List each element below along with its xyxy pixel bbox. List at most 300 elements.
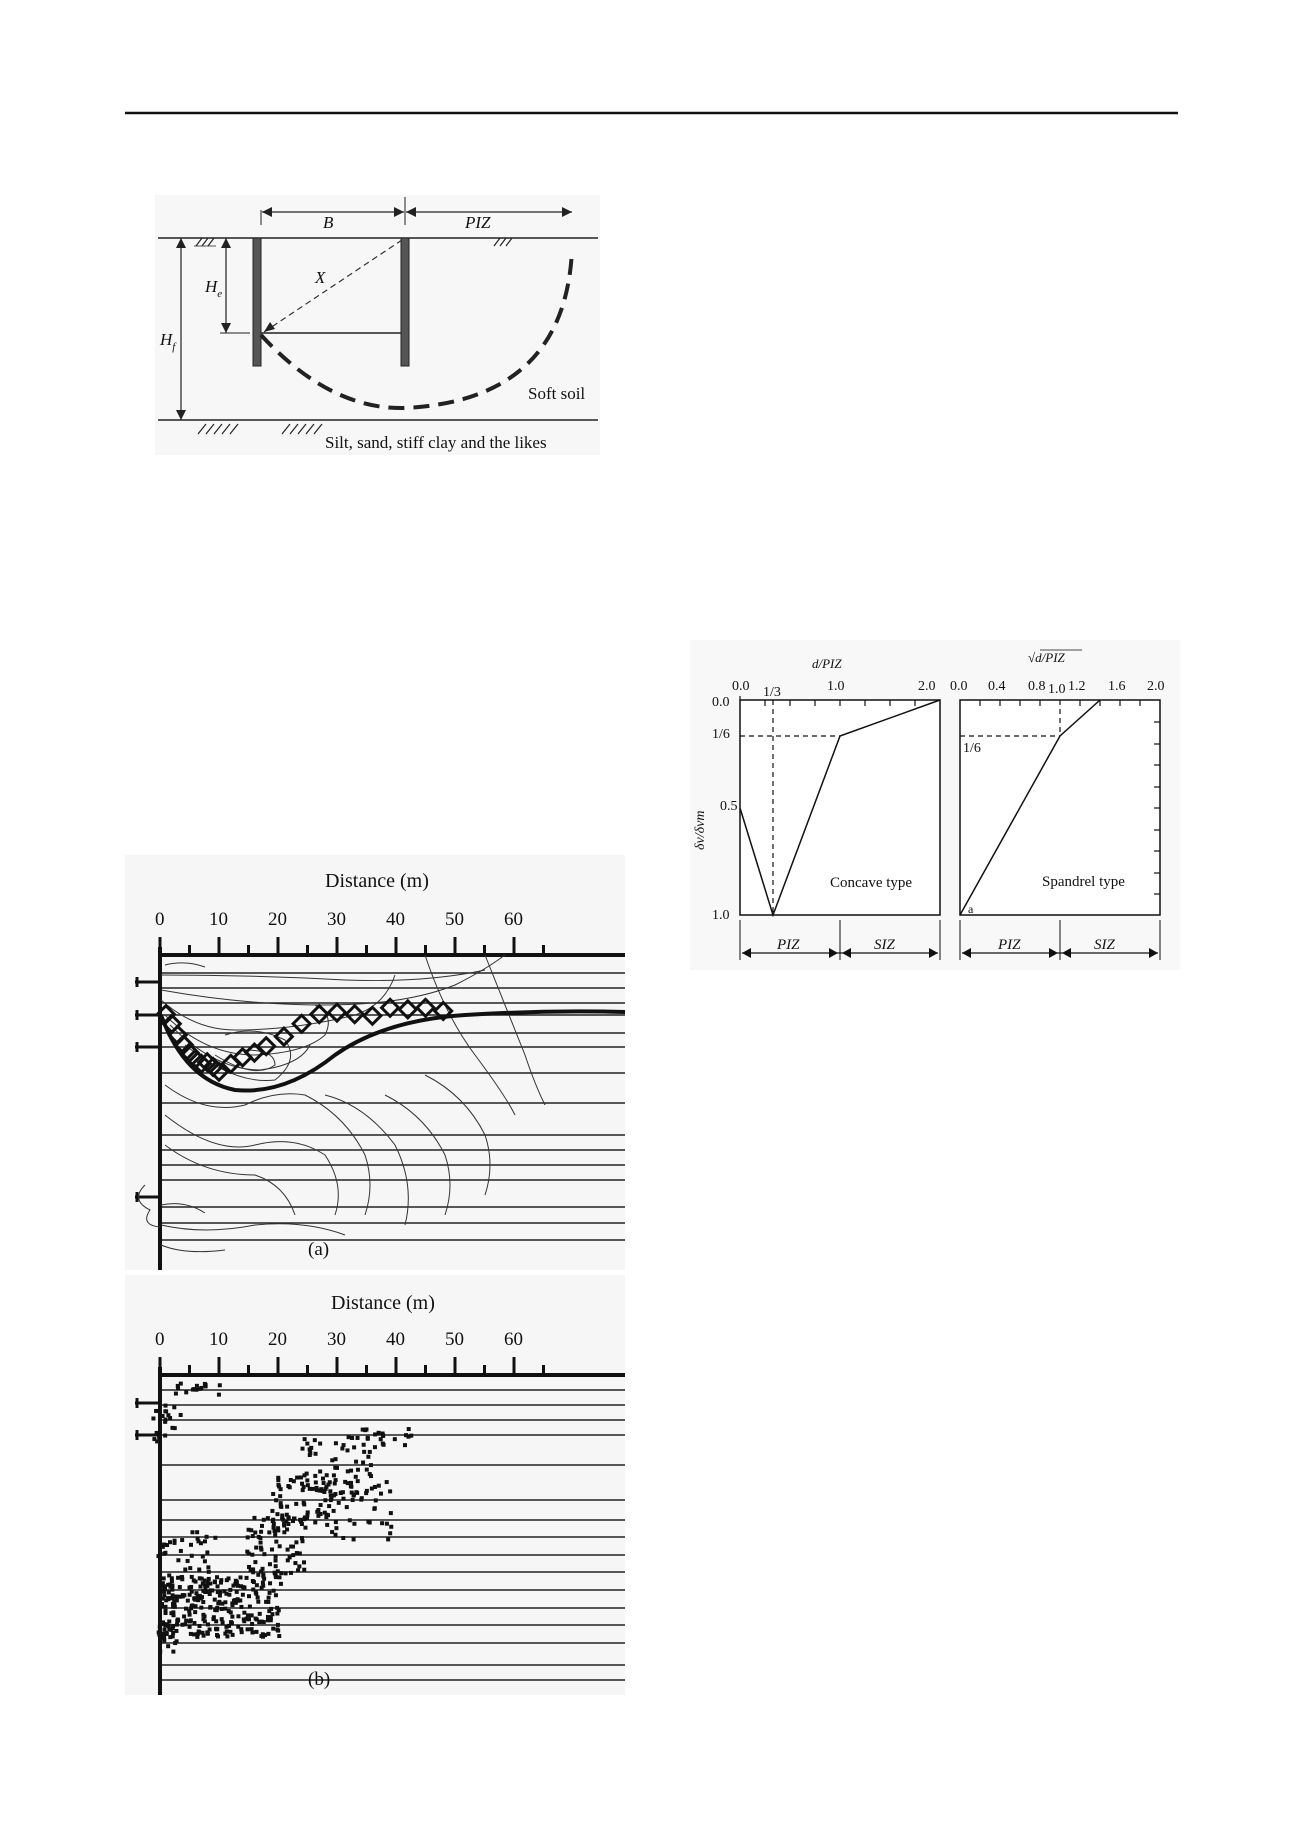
concave-zone-piz: PIZ: [777, 937, 800, 953]
fig3b-point: [162, 1576, 166, 1580]
fig3b-tick-label-50: 50: [445, 1329, 464, 1350]
fig3b-point: [354, 1475, 358, 1479]
fig3b-point: [251, 1570, 255, 1574]
fig3b-point: [216, 1601, 220, 1605]
fig3b-point: [241, 1593, 245, 1597]
fig3b-point: [167, 1573, 171, 1577]
spandrel-tick-16: 1.6: [1108, 679, 1126, 694]
fig3b-caption: (b): [308, 1669, 331, 1690]
spandrel-tick-10: 1.0: [1048, 682, 1066, 697]
concave-zone-siz: SIZ: [874, 937, 895, 953]
fig3b-point: [277, 1484, 281, 1488]
fig3b-point: [337, 1501, 341, 1505]
fig3b-point: [365, 1468, 369, 1472]
fig3b-point: [286, 1515, 290, 1519]
fig3b-point: [195, 1635, 199, 1639]
settlement-profiles: [690, 640, 1180, 970]
fig3b-point: [221, 1621, 225, 1625]
fig3b-point: [173, 1541, 177, 1545]
fig3b-point: [247, 1594, 251, 1598]
fig3b-point: [302, 1560, 306, 1564]
fig3b-point: [253, 1560, 257, 1564]
fig3b-point: [341, 1497, 345, 1501]
concave-ytick-1: 1.0: [712, 908, 730, 923]
fig3b-point: [189, 1618, 193, 1622]
fig3b-point: [179, 1382, 183, 1386]
fig3b-point: [171, 1605, 175, 1609]
fig3b-point: [359, 1498, 363, 1502]
concave-type-label: Concave type: [830, 875, 913, 891]
fig3b-point: [261, 1632, 265, 1636]
fig3b-point: [250, 1613, 254, 1617]
fig3b-point: [211, 1617, 215, 1621]
fig3b-point: [363, 1428, 367, 1432]
fig3b-point: [370, 1487, 374, 1491]
fig3b-point: [365, 1489, 369, 1493]
fig3b-point: [352, 1493, 356, 1497]
fig3b-point: [219, 1581, 223, 1585]
fig3b-point: [240, 1630, 244, 1634]
concave-ytick-0: 0.0: [712, 695, 730, 710]
fig3b-point: [329, 1498, 333, 1502]
concave-tick-2: 2.0: [918, 679, 936, 694]
fig3b-point: [208, 1627, 212, 1631]
fig3b-point: [385, 1522, 389, 1526]
fig3b-point: [170, 1426, 174, 1430]
fig3b-point: [242, 1586, 246, 1590]
fig3b-point: [282, 1522, 286, 1526]
right-wall: [401, 238, 409, 366]
fig3b-point: [369, 1474, 373, 1478]
fig3b-point: [190, 1604, 194, 1608]
fig3b-point: [266, 1516, 270, 1520]
fig3b-point: [155, 1431, 159, 1435]
fig3a-tick-label-40: 40: [386, 909, 405, 930]
fig3b-point: [239, 1575, 243, 1579]
fig3b-point: [182, 1614, 186, 1618]
fig3b-point: [381, 1442, 385, 1446]
fig3b-point: [171, 1631, 175, 1635]
fig3b-point: [162, 1632, 166, 1636]
fig3b-point: [220, 1607, 224, 1611]
fig3b-point: [164, 1409, 168, 1413]
fig3b-point: [254, 1617, 258, 1621]
fig3b-tick-label-40: 40: [386, 1329, 405, 1350]
fig3b-point: [215, 1627, 219, 1631]
fig3b-point: [180, 1575, 184, 1579]
fig3b-point: [286, 1548, 290, 1552]
fig3b-point: [332, 1493, 336, 1497]
figure-3a-contours: [125, 855, 625, 1270]
fig3b-point: [166, 1583, 170, 1587]
fig3b-point: [341, 1536, 345, 1540]
fig3b-point: [205, 1535, 209, 1539]
fig3b-point: [230, 1615, 234, 1619]
spandrel-zone-siz: SIZ: [1094, 937, 1115, 953]
fig3b-point: [184, 1619, 188, 1623]
spandrel-tick-12: 1.2: [1068, 679, 1086, 694]
fig3a-tick-label-60: 60: [504, 909, 523, 930]
fig3b-point: [256, 1595, 260, 1599]
spandrel-xlabel: √d/PIZ: [1028, 650, 1065, 665]
fig3b-point: [274, 1554, 278, 1558]
fig3b-point: [332, 1509, 336, 1513]
fig3b-point: [260, 1620, 264, 1624]
fig3b-point: [245, 1550, 249, 1554]
fig3b-point: [313, 1438, 317, 1442]
fig3b-point: [258, 1612, 262, 1616]
fig3b-point: [180, 1538, 184, 1542]
fig3b-point: [189, 1585, 193, 1589]
fig3b-point: [163, 1551, 167, 1555]
fig3b-point: [208, 1605, 212, 1609]
fig3b-point: [271, 1518, 275, 1522]
spandrel-type-label: Spandrel type: [1042, 874, 1125, 890]
fig3a-title: Distance (m): [325, 870, 429, 892]
fig3b-point: [196, 1539, 200, 1543]
fig3b-point: [269, 1607, 273, 1611]
fig3b-point: [210, 1588, 214, 1592]
fig3b-point: [152, 1437, 156, 1441]
fig3b-point: [228, 1630, 232, 1634]
fig3b-point: [334, 1520, 338, 1524]
fig3b-point: [198, 1387, 202, 1391]
fig3b-point: [172, 1595, 176, 1599]
fig3b-point: [276, 1478, 280, 1482]
fig3b-point: [272, 1589, 276, 1593]
label-He: H: [205, 277, 218, 296]
fig3b-point: [322, 1481, 326, 1485]
label-Hf: H: [160, 330, 173, 349]
fig3b-point: [158, 1640, 162, 1644]
fig3b-point: [369, 1463, 373, 1467]
fig3b-point: [248, 1605, 252, 1609]
fig3b-point: [161, 1414, 165, 1418]
fig3b-point: [261, 1581, 265, 1585]
spandrel-label-1-6: 1/6: [963, 741, 981, 756]
fig3b-point: [341, 1490, 345, 1494]
fig3b-point: [276, 1629, 280, 1633]
fig3b-point: [179, 1549, 183, 1553]
fig3b-point: [166, 1644, 170, 1648]
fig3b-point: [216, 1584, 220, 1588]
fig3b-point: [279, 1582, 283, 1586]
fig3b-point: [274, 1559, 278, 1563]
fig3b-point: [361, 1460, 365, 1464]
fig3b-tick-label-10: 10: [209, 1329, 228, 1350]
fig3b-point: [190, 1575, 194, 1579]
fig3b-point: [297, 1564, 301, 1568]
fig3b-point: [157, 1435, 161, 1439]
fig3b-point: [316, 1508, 320, 1512]
fig3b-point: [350, 1436, 354, 1440]
fig3b-point: [335, 1466, 339, 1470]
fig3b-point: [332, 1473, 336, 1477]
fig3b-point: [299, 1475, 303, 1479]
fig3b-point: [215, 1575, 219, 1579]
spandrel-tick-04: 0.4: [988, 679, 1006, 694]
fig3b-point: [277, 1634, 281, 1638]
fig3b-point: [368, 1450, 372, 1454]
fig3b-point: [176, 1386, 180, 1390]
fig3b-point: [279, 1505, 283, 1509]
fig3b-point: [356, 1468, 360, 1472]
fig3b-point: [270, 1548, 274, 1552]
fig3b-point: [197, 1624, 201, 1628]
spandrel-tick-20: 2.0: [1147, 679, 1165, 694]
fig3b-point: [294, 1502, 298, 1506]
fig3b-point: [289, 1478, 293, 1482]
fig3b-point: [273, 1533, 277, 1537]
fig3b-point: [373, 1506, 377, 1510]
fig3b-point: [259, 1530, 263, 1534]
fig3b-point: [275, 1512, 279, 1516]
fig3b-point: [352, 1537, 356, 1541]
concave-tick-0: 0.0: [732, 679, 750, 694]
concave-ylabel: δv/δvm: [693, 810, 708, 850]
fig3b-point: [213, 1608, 217, 1612]
fig3b-point: [259, 1569, 263, 1573]
label-PIZ: PIZ: [465, 213, 491, 232]
fig3b-point: [203, 1559, 207, 1563]
fig3b-point: [264, 1600, 268, 1604]
fig3b-point: [267, 1596, 271, 1600]
fig3b-point: [346, 1481, 350, 1485]
fig3b-point: [274, 1593, 278, 1597]
fig3b-point: [203, 1590, 207, 1594]
fig3b-point: [161, 1636, 165, 1640]
fig3b-point: [257, 1535, 261, 1539]
fig3b-point: [386, 1537, 390, 1541]
fig3b-point: [311, 1487, 315, 1491]
fig3b-point: [388, 1531, 392, 1535]
fig3b-point: [281, 1518, 285, 1522]
fig3b-point: [273, 1571, 277, 1575]
fig3b-point: [174, 1392, 178, 1396]
label-B: B: [323, 213, 334, 232]
fig3b-point: [389, 1511, 393, 1515]
fig3b-point: [203, 1614, 207, 1618]
fig3b-point: [313, 1474, 317, 1478]
fig3b-point: [193, 1610, 197, 1614]
fig3b-point: [161, 1585, 165, 1589]
fig3b-point: [197, 1568, 201, 1572]
fig3b-point: [201, 1555, 205, 1559]
fig3b-point: [373, 1445, 377, 1449]
fig3b-point: [271, 1627, 275, 1631]
fig3b-point: [218, 1383, 222, 1387]
fig3b-point: [223, 1607, 227, 1611]
fig3b-point: [168, 1416, 172, 1420]
fig3b-point: [298, 1551, 302, 1555]
fig3b-point: [373, 1432, 377, 1436]
fig3b-point: [362, 1450, 366, 1454]
concave-xlabel: d/PIZ: [812, 656, 842, 671]
fig3b-point: [334, 1478, 338, 1482]
fig3b-point: [251, 1588, 255, 1592]
fig3b-point: [202, 1634, 206, 1638]
fig3b-point: [207, 1570, 211, 1574]
svg-text:Hf: $H_f$: [160, 330, 176, 353]
fig3b-point: [163, 1605, 167, 1609]
fig3b-point: [217, 1393, 221, 1397]
fig3b-point: [334, 1533, 338, 1537]
fig3b-point: [379, 1437, 383, 1441]
fig3b-point: [190, 1530, 194, 1534]
fig3b-tick-label-0: 0: [155, 1329, 165, 1350]
fig3b-tick-label-20: 20: [268, 1329, 287, 1350]
label-silt: Silt, sand, stiff clay and the likes: [325, 433, 547, 452]
fig3b-point: [279, 1571, 283, 1575]
fig3b-point: [186, 1559, 190, 1563]
fig3b-point: [261, 1574, 265, 1578]
fig3b-point: [286, 1484, 290, 1488]
fig3b-point: [254, 1546, 258, 1550]
fig3b-point: [347, 1435, 351, 1439]
fig3b-point: [274, 1498, 278, 1502]
fig3b-point: [192, 1621, 196, 1625]
fig3b-point: [195, 1530, 199, 1534]
fig3b-point: [380, 1521, 384, 1525]
fig3b-point: [201, 1582, 205, 1586]
fig3b-point: [389, 1525, 393, 1529]
fig3b-point: [291, 1553, 295, 1557]
fig3b-point: [379, 1492, 383, 1496]
fig3b-point: [206, 1622, 210, 1626]
fig3b-point: [197, 1630, 201, 1634]
fig3b-point: [220, 1602, 224, 1606]
fig3b-point: [194, 1580, 198, 1584]
fig3b-point: [204, 1384, 208, 1388]
fig3b-point: [351, 1498, 355, 1502]
fig3b-point: [374, 1498, 378, 1502]
fig3b-point: [188, 1625, 192, 1629]
fig3b-point: [194, 1591, 198, 1595]
fig3a-tick-label-10: 10: [209, 909, 228, 930]
fig3b-point: [334, 1526, 338, 1530]
fig3b-point: [377, 1431, 381, 1435]
fig3b-point: [277, 1575, 281, 1579]
fig3b-point: [176, 1576, 180, 1580]
fig3b-point: [305, 1442, 309, 1446]
concave-tick-1-3: 1/3: [763, 685, 781, 700]
fig3b-point: [187, 1609, 191, 1613]
fig3b-point: [366, 1437, 370, 1441]
fig3b-point: [346, 1469, 350, 1473]
fig3b-point: [328, 1489, 332, 1493]
fig3b-point: [253, 1530, 257, 1534]
fig3b-point: [274, 1564, 278, 1568]
fig3a-tick-label-50: 50: [445, 909, 464, 930]
fig3b-point: [294, 1540, 298, 1544]
fig3b-point: [151, 1416, 155, 1420]
fig3b-point: [284, 1571, 288, 1575]
fig3b-point: [236, 1625, 240, 1629]
fig3b-point: [254, 1630, 258, 1634]
fig3b-point: [156, 1554, 160, 1558]
fig3a-tick-label-20: 20: [268, 909, 287, 930]
fig3b-point: [188, 1613, 192, 1617]
fig3b-point: [275, 1606, 279, 1610]
fig3b-point: [348, 1518, 352, 1522]
fig3b-point: [301, 1447, 305, 1451]
fig3b-point: [165, 1543, 169, 1547]
fig3b-point: [305, 1478, 309, 1482]
fig3b-point: [227, 1593, 231, 1597]
fig3b-point: [189, 1632, 193, 1636]
fig3b-point: [222, 1589, 226, 1593]
fig3b-point: [345, 1505, 349, 1509]
fig3b-point: [196, 1595, 200, 1599]
figure-3b-scatter: [125, 1275, 625, 1695]
fig3b-point: [314, 1452, 318, 1456]
fig3b-point: [213, 1536, 217, 1540]
fig3b-point: [318, 1442, 322, 1446]
fig3b-title: Distance (m): [331, 1292, 435, 1314]
fig3b-point: [266, 1632, 270, 1636]
fig3b-point: [216, 1590, 220, 1594]
fig3b-point: [259, 1546, 263, 1550]
fig3b-point: [247, 1617, 251, 1621]
fig3b-point: [236, 1584, 240, 1588]
fig3b-point: [236, 1614, 240, 1618]
spandrel-tick-00: 0.0: [950, 679, 968, 694]
fig3b-point: [303, 1437, 307, 1441]
fig3b-point: [251, 1534, 255, 1538]
fig3b-point: [190, 1590, 194, 1594]
fig3b-point: [302, 1485, 306, 1489]
fig3b-point: [164, 1609, 168, 1613]
fig3b-point: [207, 1577, 211, 1581]
fig3b-point: [183, 1567, 187, 1571]
fig3b-point: [245, 1576, 249, 1580]
fig3b-point: [292, 1517, 296, 1521]
fig3b-point: [262, 1518, 266, 1522]
fig3b-point: [352, 1522, 356, 1526]
fig3b-point: [239, 1605, 243, 1609]
fig3b-point: [254, 1592, 258, 1596]
fig3b-point: [175, 1639, 179, 1643]
concave-ytick-05: 0.5: [720, 799, 738, 814]
fig3b-point: [171, 1650, 175, 1654]
fig3b-point: [305, 1513, 309, 1517]
fig3b-point: [279, 1501, 283, 1505]
fig3b-point: [267, 1530, 271, 1534]
fig3b-point: [328, 1480, 332, 1484]
fig3b-point: [158, 1625, 162, 1629]
fig3b-point: [305, 1472, 309, 1476]
fig3b-point: [271, 1492, 275, 1496]
fig3b-point: [302, 1568, 306, 1572]
fig3b-point: [190, 1554, 194, 1558]
spandrel-tick-08: 0.8: [1028, 679, 1046, 694]
fig3b-point: [327, 1504, 331, 1508]
fig3b-point: [228, 1588, 232, 1592]
fig3b-point: [181, 1594, 185, 1598]
fig3b-point: [318, 1470, 322, 1474]
fig3b-point: [404, 1433, 408, 1437]
fig3b-point: [276, 1526, 280, 1530]
fig3b-point: [172, 1613, 176, 1617]
fig3b-point: [285, 1505, 289, 1509]
fig3b-point: [330, 1458, 334, 1462]
fig3b-point: [188, 1566, 192, 1570]
fig3a-tick-label-0: 0: [155, 909, 165, 930]
fig3b-point: [158, 1409, 162, 1413]
fig3b-point: [167, 1624, 171, 1628]
fig3b-point: [206, 1565, 210, 1569]
fig3b-point: [183, 1622, 187, 1626]
